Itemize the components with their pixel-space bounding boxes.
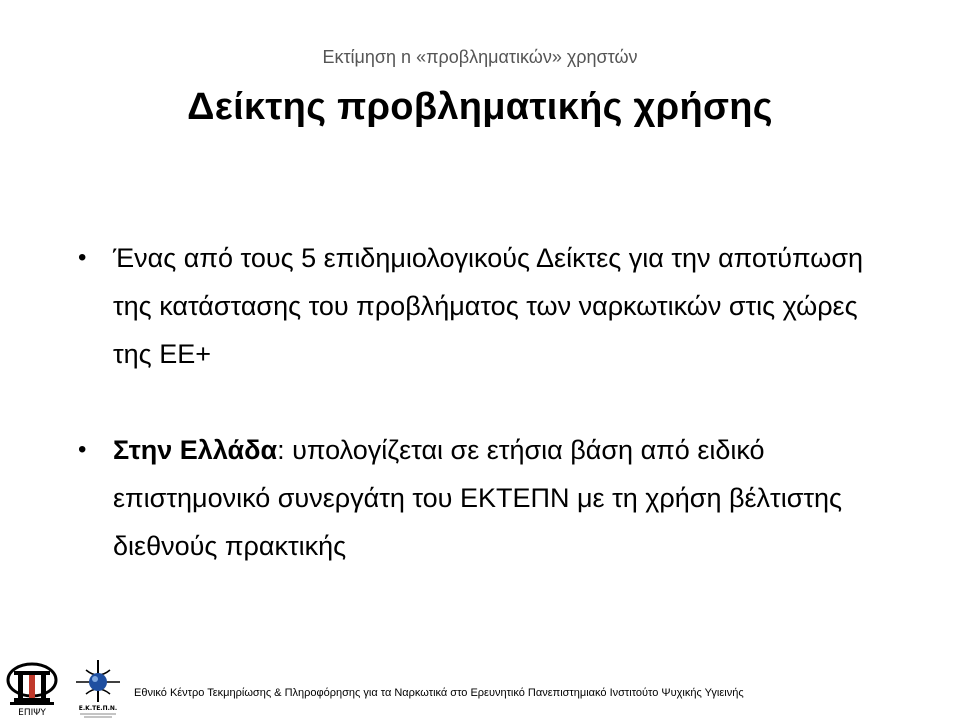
footer [0,656,960,720]
ektepn-logo-caption: Ε.Κ.ΤΕ.Π.Ν. [78,705,118,712]
bullet-item [78,234,878,378]
bullet-item [78,426,878,570]
footer-text: Εθνικό Κέντρο Τεκμηρίωσης & Πληροφόρησης για τα Ναρκωτικά στο Ερευνητικό Πανεπιστημιακό Ινστιτούτο Ψυχικής Υγιεινής [134,687,744,699]
bullet-bold-lead: Στην Ελλάδα [113,435,278,465]
bullet-text: Ένας από τους 5 επιδημιολογικούς Δείκτες για την αποτύπωση της κατάστασης του προβλήματος των ναρκωτικών στις χώρες της ΕΕ+ [113,243,864,369]
ektepn-logo-icon [68,658,128,720]
epipsy-logo-icon [4,660,60,718]
slide-title: Δείκτης προβληματικής χρήσης [187,86,773,128]
bullet-dot-icon: • [78,436,87,463]
epipsy-logo-caption: ΕΠΙΨΥ [18,708,46,718]
slide-subtitle: Εκτίμηση n «προβληματικών» χρηστών [322,47,638,67]
bullet-list [78,234,878,618]
bullet-dot-icon: • [78,244,87,271]
bullet-text: : υπολογίζεται σε ετήσια βάση από ειδικό επιστημονικό συνεργάτη του ΕΚΤΕΠΝ με τη χρήση βέλτιστης διεθνούς πρακτικής [113,435,843,561]
